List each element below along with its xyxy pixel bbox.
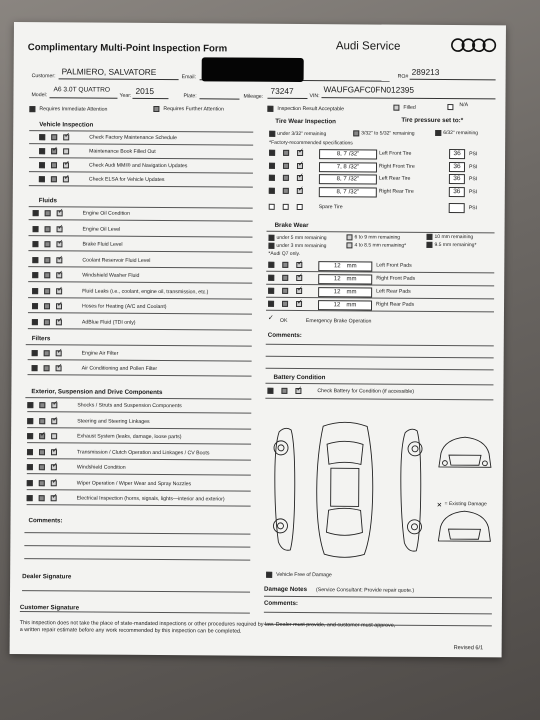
check-icon: ✓: [297, 259, 304, 268]
status-box[interactable]: [39, 402, 45, 408]
brake-status-box[interactable]: [268, 301, 274, 307]
right-comments2-label: Comments:: [263, 599, 299, 607]
status-box[interactable]: [39, 134, 45, 140]
tire-reading-unit: /32": [348, 151, 360, 158]
status-box[interactable]: [44, 288, 50, 294]
tire-status-box[interactable]: [283, 162, 289, 168]
mileage-label: Mileage:: [243, 93, 264, 100]
status-box[interactable]: [32, 365, 38, 371]
status-box[interactable]: [51, 433, 57, 439]
brake-label: Right Rear Pads: [376, 301, 415, 308]
status-box[interactable]: [44, 303, 50, 309]
psi-label: PSI: [468, 163, 478, 170]
tire-note: *Factory-recommended specifications: [269, 139, 353, 147]
status-box[interactable]: [32, 350, 38, 356]
check-icon: ✓: [63, 174, 70, 182]
vehicle-inspection-heading: Vehicle Inspection: [39, 121, 94, 129]
legend-acceptable: Inspection Result Acceptable: [277, 105, 345, 113]
status-box[interactable]: [51, 162, 57, 168]
dealer-signature-label: Dealer Signature: [22, 573, 72, 581]
status-box[interactable]: [32, 241, 38, 247]
status-box[interactable]: [44, 319, 50, 325]
check-icon: ✓: [298, 147, 305, 156]
ro-value: 289213: [411, 66, 440, 77]
brake-reading-value: 12: [333, 276, 341, 283]
disclaimer-line-1: This inspection does not take the place of state-mandated inspections or other procedures required by law. Dealer must provide, and customer must approve,: [19, 620, 396, 629]
tire-reading: [319, 149, 377, 159]
tire-status-box[interactable]: [269, 175, 275, 181]
check-icon: ✓: [56, 316, 63, 324]
brake-opt3: 10 mm remaining: [434, 233, 474, 241]
tire-psi-value: 36: [449, 174, 465, 184]
brand-name: Audi Service: [335, 40, 401, 53]
check-icon: ✓: [51, 493, 58, 501]
status-box[interactable]: [51, 176, 57, 182]
list-item: Brake Fluid Level: [82, 241, 123, 248]
year-label: Year:: [119, 92, 132, 99]
tire-label: Right Rear Tire: [378, 188, 414, 195]
list-item: Check Factory Maintenance Schedule: [89, 134, 177, 142]
tire-status-box[interactable]: [269, 187, 275, 193]
list-item: Steering and Steering Linkages: [77, 417, 150, 425]
brake-label: Right Front Pads: [376, 275, 416, 282]
check-icon: ✓: [40, 431, 47, 439]
check-icon: ✓: [52, 400, 59, 408]
brake-opt6: 9.5 mm remaining*: [434, 241, 477, 249]
list-item: Check Audi MMI® and Navigation Updates: [88, 162, 188, 170]
check-icon: ✓: [63, 160, 70, 168]
brake-reading: [318, 261, 372, 271]
brake-label: Left Front Pads: [376, 262, 412, 269]
status-box[interactable]: [27, 449, 33, 455]
check-icon: ✓: [57, 254, 64, 262]
brake-reading: [318, 274, 372, 284]
status-box[interactable]: [44, 365, 50, 371]
psi-label: PSI: [468, 176, 478, 183]
status-box[interactable]: [39, 495, 45, 501]
tire-label: Left Rear Tire: [378, 175, 411, 182]
tire-psi-value: 36: [449, 187, 465, 197]
tire-reading-unit: /32": [348, 163, 360, 170]
brake-opt1: under 5 mm remaining: [276, 234, 327, 242]
list-item: Shocks / Struts and Suspension Components: [77, 402, 182, 410]
list-item: Engine Oil Level: [82, 225, 121, 233]
tire-heading: Tire Wear Inspection: [275, 117, 336, 126]
brake-opt2: 6 to 9 mm remaining: [354, 234, 401, 241]
legend-green-box: [267, 106, 273, 112]
tire-status-box[interactable]: [269, 162, 275, 168]
list-item: Engine Oil Condition: [82, 210, 130, 217]
list-item: Wiper Operation / Wiper Wear and Spray Nozzles: [76, 479, 192, 487]
status-box[interactable]: [27, 495, 33, 501]
check-icon: ✓: [52, 146, 59, 154]
brake-heading: Brake Wear: [274, 221, 309, 230]
model-label: Model:: [31, 92, 48, 99]
fluids-heading: Fluids: [38, 197, 57, 205]
check-icon: ✓: [57, 285, 64, 293]
status-box[interactable]: [32, 303, 38, 309]
psi-label: PSI: [469, 151, 478, 158]
vin-label: VIN:: [309, 93, 320, 100]
tire-label: Right Front Tire: [378, 163, 415, 170]
status-box[interactable]: [27, 402, 33, 408]
check-icon: ✓: [57, 223, 64, 231]
existing-damage-legend: = Existing Damage: [444, 501, 487, 508]
check-icon: ✓: [57, 208, 64, 216]
customer-signature-label: Customer Signature: [19, 604, 80, 612]
left-comments-label: Comments:: [28, 517, 63, 525]
tire-reading: [319, 162, 377, 172]
check-icon: ✓: [56, 348, 63, 356]
status-box[interactable]: [51, 134, 57, 140]
spare-tire-label: Spare Tire: [318, 204, 343, 211]
brake-label: Left Rear Pads: [376, 288, 411, 295]
list-item: Engine Air Filter: [81, 350, 119, 357]
tire-opt2: 3/32" to 5/32" remaining: [361, 130, 415, 137]
status-box[interactable]: [27, 464, 33, 470]
damage-notes-label: Damage Notes: [264, 585, 308, 594]
status-box[interactable]: [44, 350, 50, 356]
emergency-check-icon: ✓: [267, 314, 274, 322]
emergency-brake-label: Emergency Brake Operation: [305, 318, 372, 325]
status-box[interactable]: [39, 449, 45, 455]
tire-reading-value: 8, 7: [336, 176, 347, 183]
legend-red-box: [29, 106, 35, 112]
brake-status-box[interactable]: [268, 275, 274, 281]
status-box[interactable]: [44, 241, 50, 247]
tire-reading: [319, 187, 377, 197]
tire-status-box[interactable]: [283, 175, 289, 181]
spare-psi: PSI: [468, 205, 478, 212]
check-icon: ✓: [297, 298, 303, 307]
status-box[interactable]: [39, 480, 45, 486]
tire-pressure-heading: Tire pressure set to:*: [401, 116, 464, 125]
revised-date: Revised 6/1: [453, 645, 484, 652]
check-icon: ✓: [297, 185, 304, 193]
list-item: Hoses for Heating (A/C and Coolant): [81, 303, 167, 311]
brake-reading: [318, 300, 372, 310]
right-comments-label: Comments:: [267, 331, 302, 340]
check-icon: ✓: [64, 132, 71, 140]
list-item: Windshield Condition: [76, 464, 126, 471]
emergency-ok: OK: [279, 317, 288, 324]
status-box[interactable]: [32, 257, 38, 263]
tire-reading-unit: /32": [348, 176, 360, 183]
status-box[interactable]: [44, 272, 50, 278]
check-icon: ✓: [56, 363, 63, 371]
tire-status-box[interactable]: [269, 150, 275, 156]
check-icon: ✓: [297, 172, 304, 181]
status-box[interactable]: [39, 176, 45, 182]
legend-na: N/A: [459, 102, 469, 109]
legend-yellow-box: [153, 106, 159, 112]
brake-status-box[interactable]: [282, 275, 288, 281]
svg-text:✕: ✕: [436, 501, 443, 510]
list-item: Coolant Reservoir Fluid Level: [82, 256, 151, 264]
vehicle-damage-diagram: [264, 414, 493, 566]
status-box[interactable]: [27, 480, 33, 486]
vin-value: WAUFGAFC0FN012395: [323, 84, 415, 95]
tire-reading-value: 7, 8: [336, 163, 347, 170]
brake-opt4: under 3 mm remaining: [276, 242, 327, 250]
check-icon: ✓: [51, 477, 58, 485]
status-box[interactable]: [39, 162, 45, 168]
brake-status-box[interactable]: [268, 288, 274, 294]
vehicle-free-label: Vehicle Free of Damage: [276, 571, 332, 579]
redacted-email: [202, 57, 304, 82]
list-item: Windshield Washer Fluid: [82, 272, 140, 279]
model-value: A6 3.0T QUATTRO: [53, 86, 111, 94]
status-box[interactable]: [63, 148, 69, 154]
audi-rings-logo: [450, 37, 498, 53]
tire-reading-value: 8, 7: [336, 188, 347, 195]
tire-opt1-box: [269, 131, 275, 137]
mileage-value: 73247: [270, 85, 294, 96]
brake-status-box[interactable]: [268, 262, 274, 268]
legend-filled-box: [393, 105, 399, 111]
battery-check-icon: ✓: [296, 385, 303, 394]
check-icon: ✓: [297, 272, 304, 281]
tire-psi-value: 36: [449, 149, 465, 159]
list-item: Transmission / Clutch Operation and Linkages / CV Boots: [76, 448, 210, 456]
year-value: 2015: [135, 85, 155, 96]
status-box[interactable]: [33, 226, 39, 232]
brake-status-box[interactable]: [282, 288, 288, 294]
psi-label: PSI: [468, 188, 478, 195]
customer-value: PALMIERO, SALVATORE: [61, 66, 157, 77]
brake-reading-value: 12: [333, 263, 341, 270]
list-item: Fluid Leaks (i.e., coolant, engine oil, transmission, etc.): [82, 287, 209, 295]
ro-label: RO#: [397, 73, 409, 80]
status-box[interactable]: [39, 148, 45, 154]
brake-reading-value: 12: [333, 289, 341, 296]
inspection-form: [10, 22, 506, 657]
status-box[interactable]: [45, 210, 51, 216]
brake-reading-value: 12: [333, 302, 341, 309]
brake-reading-unit: mm: [346, 289, 357, 296]
tire-psi-value: 36: [449, 162, 465, 172]
list-item: Check ELSA for Vehicle Updates: [88, 176, 165, 184]
check-icon: ✓: [57, 301, 63, 309]
plate-label: Plate:: [183, 93, 197, 100]
brake-status-box[interactable]: [282, 262, 288, 268]
damage-notes-sub: (Service Consultant: Provide repair quote.): [316, 587, 415, 594]
list-item: Air Conditioning and Pollen Filter: [81, 365, 158, 373]
check-icon: ✓: [297, 285, 304, 294]
brake-reading-unit: mm: [346, 276, 357, 283]
status-box[interactable]: [45, 226, 51, 232]
tire-opt3: 6/32" remaining: [443, 129, 479, 137]
check-icon: ✓: [57, 239, 64, 247]
list-item: Exhaust System (leaks, damage, loose parts): [77, 433, 182, 441]
battery-item: Check Battery for Condition (if accessible): [317, 388, 415, 395]
tire-status-box[interactable]: [283, 187, 289, 193]
tire-label: Left Front Tire: [379, 150, 412, 157]
disclaimer-line-2: a written repair estimate before any work recommended by this inspection can be completed.: [19, 627, 242, 635]
battery-heading: Battery Condition: [273, 373, 326, 382]
status-box[interactable]: [39, 418, 45, 424]
tire-opt3-box: [435, 130, 441, 136]
brake-status-box[interactable]: [282, 301, 288, 307]
check-icon: ✓: [51, 462, 58, 470]
tire-reading: [319, 174, 377, 184]
exterior-heading: Exterior, Suspension and Drive Components: [31, 388, 163, 397]
brake-reading: [318, 287, 372, 297]
filters-heading: Filters: [31, 335, 51, 343]
legend-immediate: Requires Immediate Attention: [39, 106, 108, 113]
tire-status-box[interactable]: [283, 150, 289, 156]
tire-reading-value: 8, 7: [336, 151, 347, 158]
status-box[interactable]: [32, 319, 38, 325]
email-label: Email:: [181, 74, 197, 81]
check-icon: ✓: [52, 415, 59, 423]
status-box[interactable]: [32, 288, 38, 294]
tire-opt2-box: [353, 130, 359, 136]
tire-opt1: under 3/32" remaining: [277, 130, 327, 138]
brake-opt5: 4 to 8.5 mm remaining*: [354, 242, 407, 249]
legend-filled: Filled: [403, 104, 416, 111]
status-box[interactable]: [44, 257, 50, 263]
status-box[interactable]: [32, 272, 38, 278]
legend-further: Requires Further Attention: [163, 106, 224, 113]
status-box[interactable]: [27, 433, 33, 439]
status-box[interactable]: [39, 464, 45, 470]
brake-reading-unit: mm: [346, 302, 357, 309]
status-box[interactable]: [33, 210, 39, 216]
customer-label: Customer:: [31, 73, 56, 80]
check-icon: ✓: [57, 270, 64, 278]
legend-na-box: [447, 104, 453, 110]
tire-reading-unit: /32": [348, 188, 360, 195]
list-item: Electrical Inspection (horns, signals, lights—interior and exterior): [76, 495, 225, 503]
list-item: AdBlue Fluid (TDI only): [81, 318, 136, 326]
list-item: Maintenance Book Filled Out: [89, 148, 156, 155]
brake-reading-unit: mm: [346, 263, 357, 270]
form-title: Complimentary Multi-Point Inspection Form: [27, 42, 228, 55]
check-icon: ✓: [297, 160, 304, 168]
brake-note: *Audi Q7 only.: [268, 250, 301, 258]
status-box[interactable]: [27, 418, 33, 424]
check-icon: ✓: [51, 446, 58, 454]
